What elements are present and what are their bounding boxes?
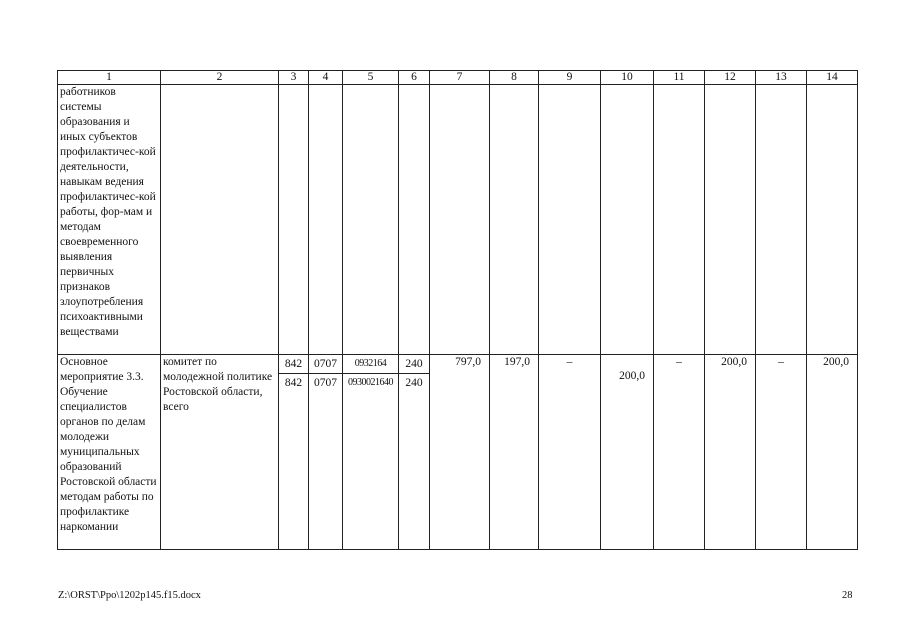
grbs-codes (279, 355, 309, 550)
header-cell: 7 (430, 71, 490, 85)
file-path-footer: Z:\ORST\Ppo\1202p145.f15.docx (58, 590, 201, 601)
header-cell: 13 (756, 71, 807, 85)
header-cell: 8 (490, 71, 539, 85)
table-header-row (58, 71, 858, 85)
header-cell: 3 (279, 71, 309, 85)
rzpr-code: 0707 (309, 355, 342, 374)
grbs-code: 842 (279, 355, 308, 374)
csr-code: 0930021640 (348, 377, 393, 388)
header-cell: 12 (705, 71, 756, 85)
header-cell: 14 (807, 71, 858, 85)
header-cell: 4 (309, 71, 343, 85)
row-description: работников системы образования и иных субъектов профилактичес-кой деятельности, навыкам ведения профилактичес-кой работы, фор-мам и методам своевременного выявления первичных признаков злоупотребления психоактивными веществами (58, 85, 161, 355)
header-cell: 11 (654, 71, 705, 85)
year-value: – (756, 355, 807, 550)
grbs-code: 842 (284, 377, 303, 389)
year-value: – (539, 355, 601, 550)
year-value: 200,0 (601, 355, 654, 550)
year-value: 200,0 (807, 355, 858, 550)
total-value: 797,0 (430, 355, 490, 550)
year-value: – (654, 355, 705, 550)
budget-table (57, 70, 858, 550)
vr-codes (399, 355, 430, 550)
activity-description: Основное мероприятие 3.3. Обучение специалистов органов по делам молодежи муниципальных образований Ростовской области методам работы по профилактике наркомании (58, 355, 161, 550)
header-cell: 1 (58, 71, 161, 85)
year-value: 200,0 (705, 355, 756, 550)
csr-code: 0932164 (343, 355, 398, 374)
csr-codes (343, 355, 399, 550)
table-row (58, 85, 858, 355)
header-cell: 10 (601, 71, 654, 85)
year-value: 197,0 (490, 355, 539, 550)
rzpr-codes (309, 355, 343, 550)
vr-code: 240 (399, 355, 429, 374)
rzpr-code: 0707 (314, 377, 337, 389)
header-cell: 2 (161, 71, 279, 85)
vr-code: 240 (405, 377, 423, 389)
header-cell: 9 (539, 71, 601, 85)
header-cell: 6 (399, 71, 430, 85)
page-number: 28 (842, 590, 853, 601)
responsible-executor: комитет по молодежной политике Ростовской области, всего (161, 355, 279, 550)
header-cell: 5 (343, 71, 399, 85)
table-row (58, 355, 858, 550)
